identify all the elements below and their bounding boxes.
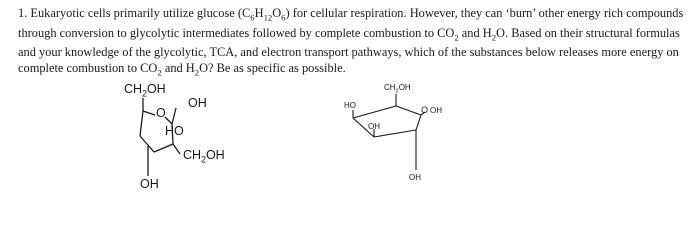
question-text-part: H [254, 6, 264, 20]
ring-oxygen-label: O [421, 105, 429, 115]
subscript: 2 [454, 32, 459, 43]
question-text [18, 6, 690, 80]
subscript: 2 [491, 32, 497, 43]
oh-label-inner: OH [368, 122, 380, 131]
question-text-part: Eukaryotic cells primarily utilize glucose (C [30, 6, 251, 20]
ring-oxygen-label: O [156, 106, 166, 120]
subscript: 12 [263, 12, 273, 23]
ch2oh-label-mid: $CH_2OH$ [183, 148, 225, 165]
question-text-part: O? Be as specific as possible. [199, 60, 346, 75]
subscript: 2 [157, 67, 162, 78]
subscript: 2 [194, 67, 200, 78]
ch2oh-label: $CH_2OH$ [384, 83, 411, 95]
question-number: 1. [18, 6, 28, 20]
oh-label-right: OH [430, 106, 442, 115]
question-text-part: O [272, 6, 282, 20]
ho-label: HO [165, 124, 184, 138]
structure-right-bonds [330, 80, 530, 195]
ho-label: HO [344, 101, 356, 110]
question-text-part: O. Based on their structural formulas and your knowledge of the glycolytic, TCA, and electron transport pathways, which of the substances below releases more energy on complete combustion to CO [18, 25, 680, 75]
subscript: 6 [250, 12, 255, 23]
subscript: 6 [281, 12, 286, 23]
oh-label-bottom: OH [409, 173, 421, 182]
question-text-part: and H [458, 25, 492, 40]
structure-right [330, 80, 530, 195]
oh-label-top: OH [188, 96, 207, 110]
question-text-part: and H [161, 60, 195, 75]
ch2oh-label-top: $CH_2OH$ [124, 82, 166, 99]
oh-label-bottom: OH [140, 177, 159, 191]
question-text-part: ) for cellular respiration. However, they can ‘burn’ other energy rich compounds through conversion to glycolytic intermediates followed by complete combustion to CO [18, 6, 684, 40]
structure-left [118, 84, 278, 199]
